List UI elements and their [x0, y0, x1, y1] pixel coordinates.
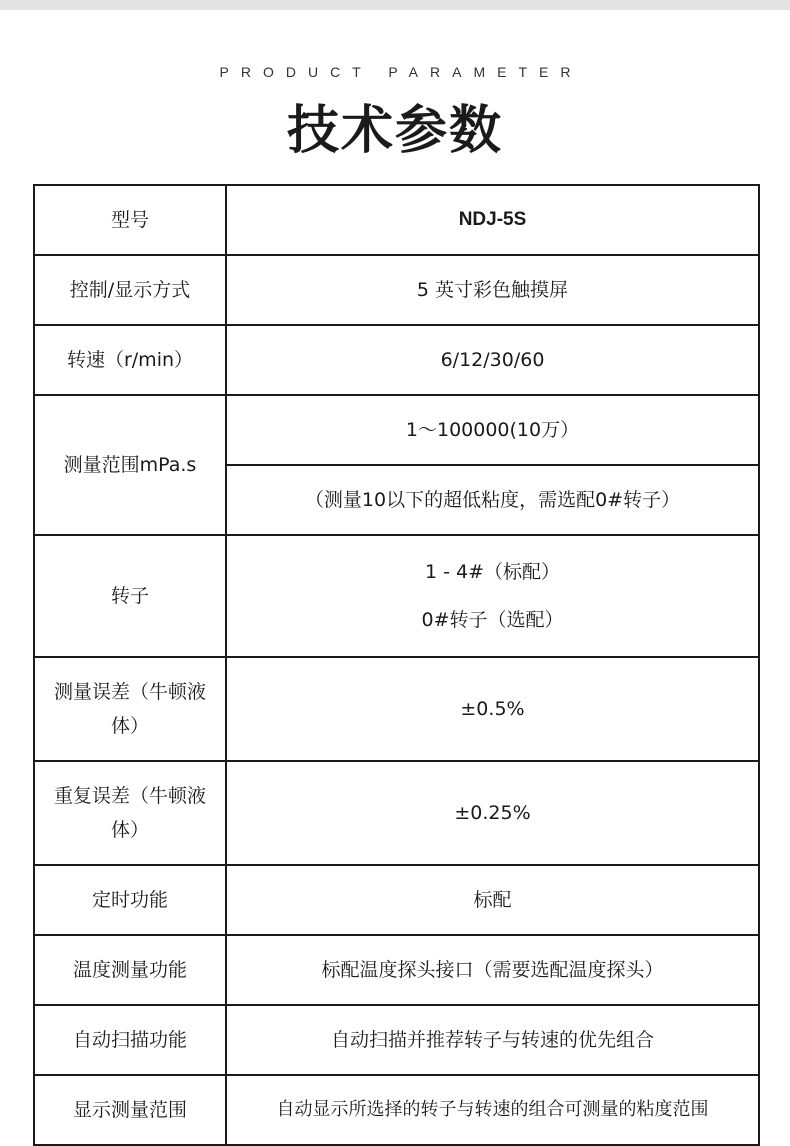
row-label: 转速（r/min）	[34, 325, 226, 395]
table-row	[34, 1005, 759, 1075]
table-row	[34, 255, 759, 325]
row-label: 控制/显示方式	[34, 255, 226, 325]
row-label: 转子	[34, 535, 226, 657]
rotor-optional: 0#转子（选配）	[421, 609, 564, 631]
row-label: 测量误差（牛顿液体）	[34, 657, 226, 761]
row-value: （测量10以下的超低粘度，需选配0#转子）	[226, 465, 759, 535]
row-value: 1～100000(10万）	[226, 395, 759, 465]
row-value: 6/12/30/60	[226, 325, 759, 395]
table-row	[34, 657, 759, 761]
row-label: 显示测量范围	[34, 1075, 226, 1145]
row-label: 测量范围mPa.s	[34, 395, 226, 535]
table-row	[34, 1075, 759, 1145]
row-value: ±0.25%	[226, 761, 759, 865]
table-row	[34, 761, 759, 865]
row-value: 5 英寸彩色触摸屏	[226, 255, 759, 325]
page-title: 技术参数	[286, 101, 503, 161]
table-row	[34, 325, 759, 395]
row-value: 自动显示所选择的转子与转速的组合可测量的粘度范围	[226, 1075, 759, 1145]
top-divider-bar	[0, 0, 790, 10]
rotor-standard: 1 - 4#（标配）	[424, 561, 561, 583]
table-row	[34, 535, 759, 657]
row-value: 标配	[226, 865, 759, 935]
table-row	[34, 185, 759, 255]
parameter-table	[33, 184, 760, 1146]
row-label: 自动扫描功能	[34, 1005, 226, 1075]
row-label: 温度测量功能	[34, 935, 226, 1005]
page-subtitle: PRODUCT PARAMETER	[219, 64, 583, 80]
row-value: ±0.5%	[226, 657, 759, 761]
row-label: 重复误差（牛顿液体）	[34, 761, 226, 865]
row-value: NDJ-5S	[226, 185, 759, 255]
row-value-stack	[226, 535, 759, 657]
table-row	[34, 395, 759, 465]
table-row	[34, 935, 759, 1005]
row-label: 定时功能	[34, 865, 226, 935]
row-label: 型号	[34, 185, 226, 255]
table-row	[34, 865, 759, 935]
row-value: 自动扫描并推荐转子与转速的优先组合	[226, 1005, 759, 1075]
row-value: 标配温度探头接口（需要选配温度探头）	[226, 935, 759, 1005]
